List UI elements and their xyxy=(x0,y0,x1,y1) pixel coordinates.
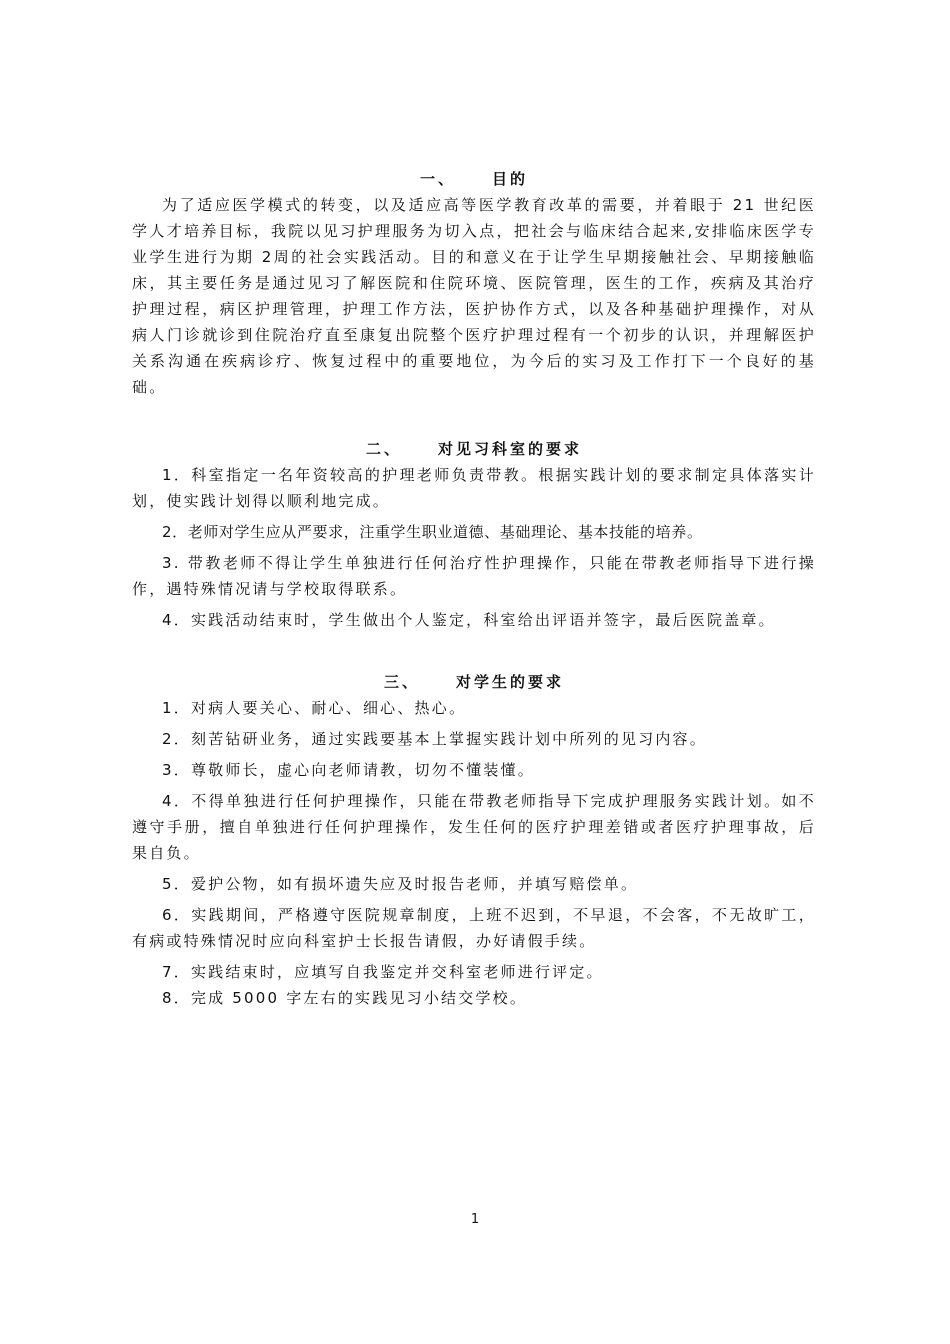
section-heading-purpose xyxy=(132,166,816,192)
list-item: 6．实践期间，严格遵守医院规章制度，上班不迟到，不早退，不会客，不无故旷工，有病或特殊情况时应向科室护士长报告请假，办好请假手续。 xyxy=(132,906,816,950)
paragraph-purpose: 为了适应医学模式的转变，以及适应高等医学教育改革的需要，并着眼于 21 世纪医学人才培养目标，我院以见习护理服务为切入点，把社会与临床结合起来,安排临床医学专业学生进行为期 2周的社会实践活动。目的和意义在于让学生早期接触社会、早期接触临床，其主要任务是通过见习了解医院和住院环境、医院管理，医生的工作，疾病及其治疗护理过程，病区护理管理，护理工作方法，医护协作方式，以及各种基础护理操作，对从病人门诊就诊到住院治疗直至康复出院整个医疗护理过程有一个初步的认识，并理解医护关系沟通在疾病诊疗、恢复过程中的重要地位，为今后的实习及工作打下一个良好的基础。 xyxy=(132,196,816,396)
document-body xyxy=(132,166,816,1011)
section-title: 对见习科室的要求 xyxy=(438,440,583,458)
list-item: 7．实践结束时，应填写自我鉴定并交科室老师进行评定。 xyxy=(162,963,604,981)
list-item: 3. 带教老师不得让学生单独进行任何治疗性护理操作，只能在带教老师指导下进行操作，遇特殊情况请与学校取得联系。 xyxy=(132,554,816,598)
list-item: 1．对病人要关心、耐心、细心、热心。 xyxy=(162,699,467,717)
list-item: 4．不得单独进行任何护理操作，只能在带教老师指导下完成护理服务实践计划。如不遵守手册，擅自单独进行任何护理操作，发生任何的医疗护理差错或者医疗护理事故，后果自负。 xyxy=(132,792,816,862)
section-heading-department-requirements xyxy=(132,436,816,462)
list-item: 3．尊敬师长，虚心向老师请教，切勿不懂装懂。 xyxy=(162,761,535,779)
section-number: 一、 xyxy=(419,170,456,188)
section-heading-student-requirements xyxy=(132,669,816,695)
section-title: 对学生的要求 xyxy=(456,673,565,691)
list-item: 8．完成 5000 字左右的实践见习小结交学校。 xyxy=(162,989,528,1007)
list-item: 5．爱护公物，如有损坏遗失应及时报告老师，并填写赔偿单。 xyxy=(162,875,639,893)
section-number: 二、 xyxy=(365,440,402,458)
list-item: 2．刻苦钻研业务，通过实践要基本上掌握实践计划中所列的见习内容。 xyxy=(162,730,707,748)
section-number: 三、 xyxy=(383,673,420,691)
list-item: 1．科室指定一名年资较高的护理老师负责带教。根据实践计划的要求制定具体落实计划，使实践计划得以顺利地完成。 xyxy=(132,466,816,510)
list-item: 2．老师对学生应从严要求，注重学生职业道德、基础理论、基本技能的培养。 xyxy=(162,523,703,541)
list-item: 4．实践活动结束时，学生做出个人鉴定，科室给出评语并签字，最后医院盖章。 xyxy=(162,611,776,629)
page-number: 1 xyxy=(470,1212,480,1227)
section-title: 目的 xyxy=(492,170,529,188)
